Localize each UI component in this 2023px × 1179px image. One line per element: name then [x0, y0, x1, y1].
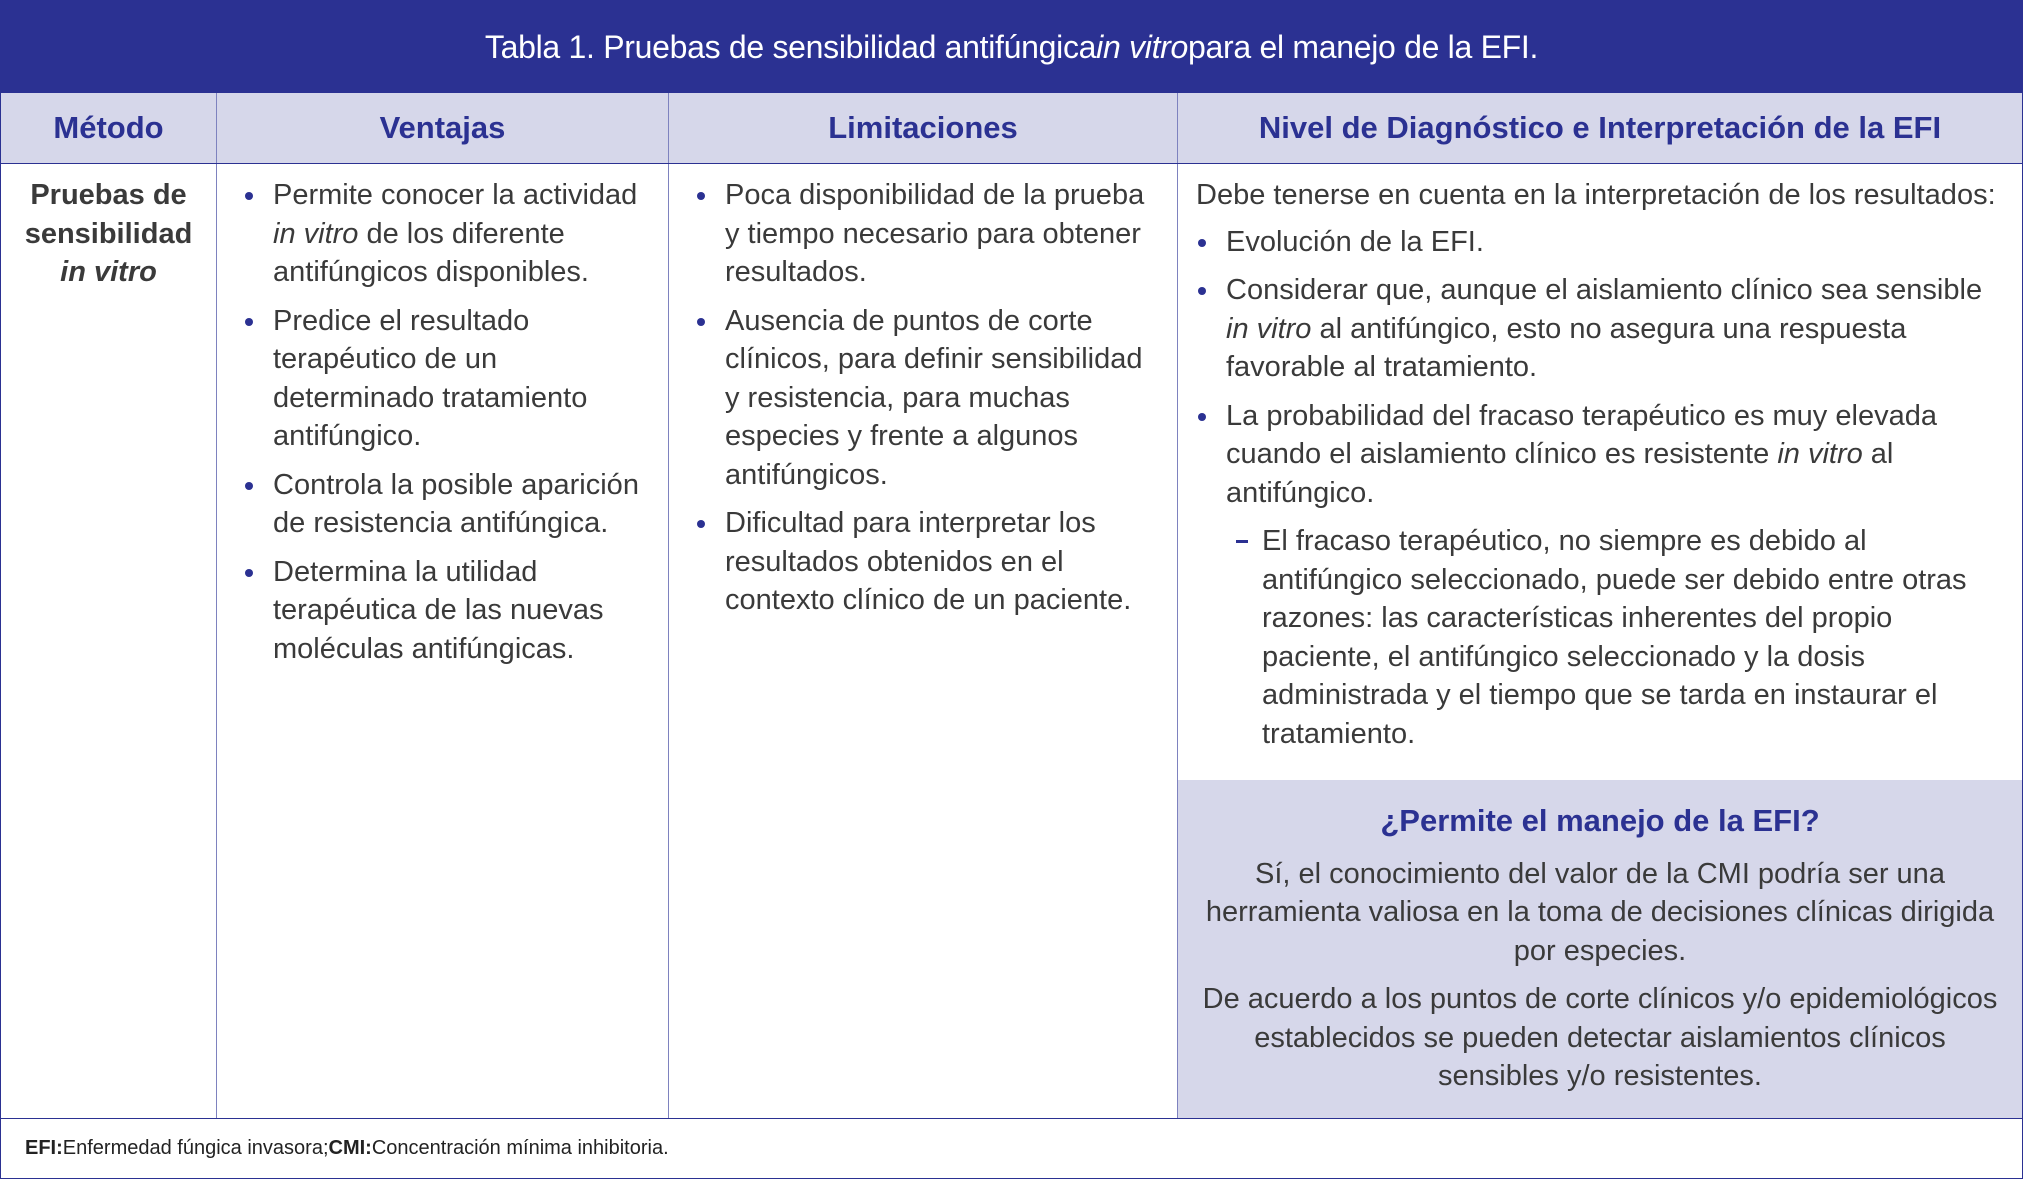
management-box: [1178, 780, 2022, 1118]
management-answer-2: De acuerdo a los puntos de corte clínicos y/o epidemiológicos establecidos se pueden detectar aislamientos clínicos sensibles y/o resistentes.: [1202, 983, 1998, 1092]
advantages-cell: [217, 164, 669, 1118]
list-item: [1190, 522, 2002, 753]
footnote-efi-text: Enfermedad fúngica invasora;: [62, 1136, 329, 1159]
header-method: Método: [1, 93, 217, 163]
limitation-3: Dificultad para interpretar los resultados obtenidos en el contexto clínico de un paciente.: [725, 507, 1132, 616]
advantages-list: [217, 164, 668, 668]
advantage-1-a: Permite conocer la actividad: [273, 179, 638, 211]
header-diagnosis: Nivel de Diagnóstico e Interpretación de la EFI: [1258, 110, 1942, 145]
limitation-2: Ausencia de puntos de corte clínicos, para definir sensibilidad y resistencia, para muchas especies y frente a algunos antifúngicos.: [725, 304, 1143, 491]
limitations-cell: [669, 164, 1178, 1118]
limitations-list: [669, 164, 1177, 620]
advantage-3: Controla la posible aparición de resistencia antifúngica.: [273, 468, 639, 539]
diagnosis-interpretation: [1178, 164, 2022, 780]
method-line-1: Pruebas de: [30, 179, 187, 211]
method-line-2: sensibilidad: [24, 217, 193, 250]
diagnosis-3-b: al antifúngico.: [1226, 438, 1894, 509]
method-line-3: in vitro: [60, 256, 157, 288]
advantage-1-b: de los diferente antifúngicos disponibles.: [273, 217, 589, 288]
title-suffix: para el manejo de la EFI.: [1188, 28, 1539, 65]
list-item: [681, 176, 1157, 292]
diagnosis-1: Evolución de la EFI.: [1226, 225, 1484, 258]
footnote-cmi-abbr: CMI:: [328, 1136, 372, 1159]
list-item: [229, 302, 648, 456]
diagnosis-2-italic: in vitro: [1226, 312, 1312, 345]
header-limitations: Limitaciones: [669, 93, 1178, 163]
advantage-2: Predice el resultado terapéutico de un determinado tratamiento antifúngico.: [273, 304, 588, 452]
diagnosis-2-b: al antifúngico, esto no asegura una respuesta favorable al tratamiento.: [1226, 312, 1907, 383]
header-row: [1, 93, 2022, 164]
management-answer-1: Sí, el conocimiento del valor de la CMI podría ser una herramienta valiosa en la toma de decisiones clínicas dirigida por especies.: [1205, 857, 1995, 967]
table-title: [1, 1, 2022, 93]
diagnosis-cell: [1178, 164, 2022, 1118]
list-item: [1190, 223, 2002, 262]
list-item: [1190, 271, 2002, 387]
list-item: [229, 553, 648, 669]
diagnosis-list: [1178, 223, 2022, 754]
header-advantages: Ventajas: [217, 93, 669, 163]
list-item: [681, 302, 1157, 495]
list-item: [229, 466, 648, 543]
limitation-1: Poca disponibilidad de la prueba y tiempo necesario para obtener resultados.: [725, 179, 1145, 288]
diagnosis-subitem: El fracaso terapéutico, no siempre es debido al antifúngico seleccionado, puede ser debido entre otras razones: las características inherentes del propio paciente, el antifúngico seleccionado y la dosis administrada y el tiempo que se tarda en instaurar el tratamiento.: [1262, 525, 1967, 750]
list-item: [1190, 397, 2002, 513]
title-prefix: Tabla 1. Pruebas de sensibilidad antifúngica: [484, 28, 1097, 65]
diagnosis-2-a: Considerar que, aunque el aislamiento clínico sea sensible: [1226, 274, 1983, 306]
method-cell: [1, 164, 217, 1118]
title-italic: in vitro: [1096, 28, 1189, 65]
footnote: [1, 1119, 2022, 1177]
list-item: [229, 176, 648, 292]
footnote-efi-abbr: EFI:: [25, 1136, 63, 1159]
diagnosis-intro: Debe tenerse en cuenta en la interpretación de los resultados:: [1196, 179, 1996, 211]
list-item: [681, 504, 1157, 620]
diagnosis-3-italic: in vitro: [1777, 438, 1863, 470]
advantage-1-italic: in vitro: [273, 217, 359, 250]
advantage-4: Determina la utilidad terapéutica de las nuevas moléculas antifúngicas.: [273, 555, 604, 665]
diagnosis-3-a: La probabilidad del fracaso terapéutico es muy elevada cuando el aislamiento clínico es resistente: [1226, 399, 1937, 470]
management-question: ¿Permite el manejo de la EFI?: [1380, 803, 1820, 838]
footnote-cmi-text: Concentración mínima inhibitoria.: [371, 1136, 669, 1159]
body-row: [1, 164, 2022, 1119]
